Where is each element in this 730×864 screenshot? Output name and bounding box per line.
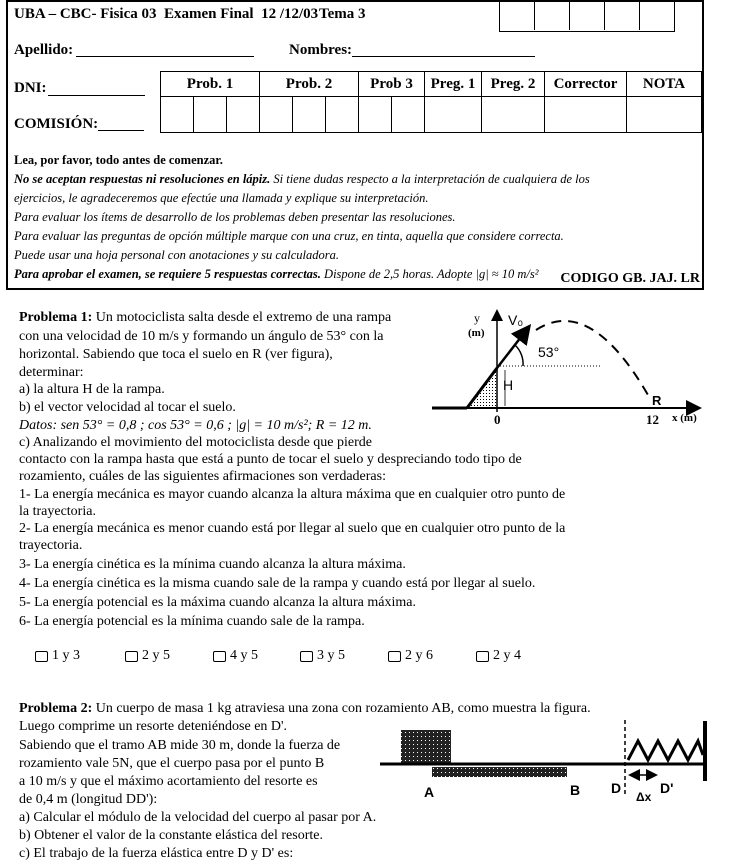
instruction-line: Lea, por favor, todo antes de comenzar. <box>14 153 223 167</box>
problem2-text: Un cuerpo de masa 1 kg atraviesa una zona con rozamiento AB, como muestra la figura. <box>92 701 591 716</box>
grade-header-nota: NOTA <box>627 72 702 97</box>
problem2-item-b: b) Obtener el valor de la constante elástica del resorte. <box>19 828 323 843</box>
comision-label: COMISIÓN: <box>14 116 99 132</box>
d-label: D <box>611 780 622 796</box>
projectile-figure <box>420 300 730 430</box>
instruction-line: Para evaluar los ítems de desarrollo de los problemas deben presentar las resoluciones. <box>14 210 456 224</box>
problem1-text: con una velocidad de 10 m/s y formando un ángulo de 53° con la <box>19 329 384 344</box>
grade-cell[interactable] <box>161 97 194 133</box>
code-box[interactable] <box>535 0 570 30</box>
statement-1-cont: la trayectoria. <box>19 504 96 519</box>
statement-2: 2- La energía mecánica es menor cuando está por llegar al suelo que en cualquier otro punto de la <box>19 521 566 536</box>
x-end-label: 12 <box>646 412 659 427</box>
problem1-text: horizontal. Sabiendo que toca el suelo en R (ver figura), <box>19 347 333 362</box>
instruction-line: Dispone de 2,5 horas. Adopte |g| ≈ 10 m/s² <box>320 267 539 281</box>
problem2-text: a 10 m/s y que el máximo acortamiento del resorte es <box>19 774 318 789</box>
grade-table <box>160 71 702 133</box>
v0-label: V₀ <box>508 312 524 328</box>
code-box[interactable] <box>500 0 535 30</box>
dni-label: DNI: <box>14 80 47 96</box>
instruction-line: No se aceptan respuestas ni resoluciones en lápiz. <box>14 172 271 186</box>
grade-header-prob1: Prob. 1 <box>161 72 260 97</box>
grade-cell[interactable] <box>194 97 227 133</box>
y-unit: (m) <box>468 327 485 339</box>
instruction-line: Para aprobar el examen, se requiere 5 respuestas correctas. <box>14 267 321 281</box>
problem2-text: de 0,4 m (longitud DD'): <box>19 792 158 807</box>
code-box[interactable] <box>640 0 674 30</box>
statement-4: 4- La energía cinética es la misma cuando sale de la rampa y cuando está por llegar al suelo. <box>19 576 536 591</box>
dni-field[interactable] <box>48 95 145 96</box>
instruction-line: Para evaluar las preguntas de opción múltiple marque con una cruz, en tinta, aquella que considere correcta. <box>14 229 564 243</box>
codigo-label: CODIGO GB. JAJ. LR <box>560 271 700 286</box>
grade-header-prob2: Prob. 2 <box>260 72 359 97</box>
problem1-item-c: c) Analizando el movimiento del motociclista desde que pierde <box>19 435 373 450</box>
x-label: x (m) <box>672 412 697 424</box>
checkbox-icon[interactable] <box>213 651 226 662</box>
grade-cell[interactable] <box>293 97 326 133</box>
exam-tema: Tema 3 <box>319 6 366 22</box>
x-origin-label: 0 <box>494 412 501 427</box>
statement-1: 1- La energía mecánica es mayor cuando alcanza la altura máxima que en cualquier otro punto de <box>19 487 566 502</box>
grade-cell[interactable] <box>326 97 359 133</box>
problem1-text: determinar: <box>19 365 84 380</box>
dx-label: Δx <box>636 790 652 804</box>
grade-header-corrector: Corrector <box>545 72 627 97</box>
apellido-label: Apellido: <box>14 42 74 58</box>
code-box[interactable] <box>570 0 605 30</box>
grade-cell[interactable] <box>392 97 425 133</box>
problem2-text: Sabiendo que el tramo AB mide 30 m, donde la fuerza de <box>19 738 341 753</box>
grade-header-preg2: Preg. 2 <box>482 72 545 97</box>
y-label: y <box>474 311 480 325</box>
code-box[interactable] <box>605 0 640 30</box>
option-2y6[interactable]: 2 y 6 <box>388 648 433 664</box>
problem2-text: rozamiento vale 5N, que el cuerpo pasa por el punto B <box>19 756 325 771</box>
checkbox-icon[interactable] <box>125 651 138 662</box>
statement-3: 3- La energía cinética es la mínima cuando alcanza la altura máxima. <box>19 557 406 572</box>
grade-cell[interactable] <box>482 97 545 133</box>
r-label: R <box>652 393 662 408</box>
problem2-text: Luego comprime un resorte deteniéndose en D'. <box>19 719 288 734</box>
grade-header-prob3: Prob 3 <box>359 72 425 97</box>
checkbox-icon[interactable] <box>388 651 401 662</box>
grade-cell[interactable] <box>627 97 702 133</box>
instruction-line: Puede usar una hoja personal con anotaciones y su calculadora. <box>14 248 339 262</box>
a-label: A <box>424 784 435 800</box>
nombres-label: Nombres: <box>289 42 353 58</box>
grade-cell[interactable] <box>227 97 260 133</box>
apellido-field[interactable] <box>76 56 254 57</box>
grade-cell[interactable] <box>425 97 482 133</box>
checkbox-icon[interactable] <box>35 651 48 662</box>
option-4y5[interactable]: 4 y 5 <box>213 648 258 664</box>
option-3y5[interactable]: 3 y 5 <box>300 648 345 664</box>
problem2-item-a: a) Calcular el módulo de la velocidad del cuerpo al pasar por A. <box>19 810 377 825</box>
dprime-label: D' <box>660 780 674 796</box>
spring <box>628 741 703 760</box>
h-label: H <box>503 377 514 393</box>
angle-arc <box>515 345 523 366</box>
problem1-text: rozamiento, cuáles de las siguientes afirmaciones son verdaderas: <box>19 469 386 484</box>
problem1-heading: Problema 1: <box>19 310 93 325</box>
block <box>401 730 451 764</box>
problem1-item-b: b) el vector velocidad al tocar el suelo. <box>19 400 236 415</box>
problem1-datos: Datos: sen 53° = 0,8 ; cos 53° = 0,6 ; |g| = 10 m/s²; R = 12 m. <box>19 418 372 433</box>
friction-zone <box>432 767 567 777</box>
instruction-line: ejercicios, le agradeceremos que efectúe una llamada y explique su interpretación. <box>14 191 429 205</box>
option-2y4[interactable]: 2 y 4 <box>476 648 521 664</box>
statement-6: 6- La energía potencial es la mínima cuando sale de la rampa. <box>19 614 365 629</box>
instructions <box>14 151 694 284</box>
problem1-line-0 <box>19 308 391 327</box>
exam-title: UBA – CBC- Fisica 03 Examen Final 12 /12/03 <box>14 6 319 22</box>
checkbox-icon[interactable] <box>300 651 313 662</box>
problem2-heading: Problema 2: <box>19 701 93 716</box>
statement-5: 5- La energía potencial es la máxima cuando alcanza la altura máxima. <box>19 595 416 610</box>
grade-cell[interactable] <box>359 97 392 133</box>
grade-header-preg1: Preg. 1 <box>425 72 482 97</box>
grade-cell[interactable] <box>260 97 293 133</box>
nombres-field[interactable] <box>352 56 535 57</box>
checkbox-icon[interactable] <box>476 651 489 662</box>
problem1-item-a: a) la altura H de la rampa. <box>19 382 165 397</box>
instruction-line: Si tiene dudas respecto a la interpretación de cualquiera de los <box>270 172 590 186</box>
code-boxes <box>499 0 675 32</box>
statement-2-cont: trayectoria. <box>19 538 83 553</box>
option-2y5[interactable]: 2 y 5 <box>125 648 170 664</box>
grade-cell[interactable] <box>545 97 627 133</box>
b-label: B <box>570 782 581 798</box>
option-1y3[interactable]: 1 y 3 <box>35 648 80 664</box>
angle-label: 53° <box>538 344 560 360</box>
problem1-text: contacto con la rampa hasta que está a punto de tocar el suelo y despreciando todo tipo de <box>19 452 522 467</box>
spring-figure <box>380 715 730 810</box>
comision-field[interactable] <box>98 130 144 131</box>
problem2-item-c: c) El trabajo de la fuerza elástica entre D y D' es: <box>19 846 294 861</box>
problem1-text: Un motociclista salta desde el extremo de una rampa <box>92 310 392 325</box>
